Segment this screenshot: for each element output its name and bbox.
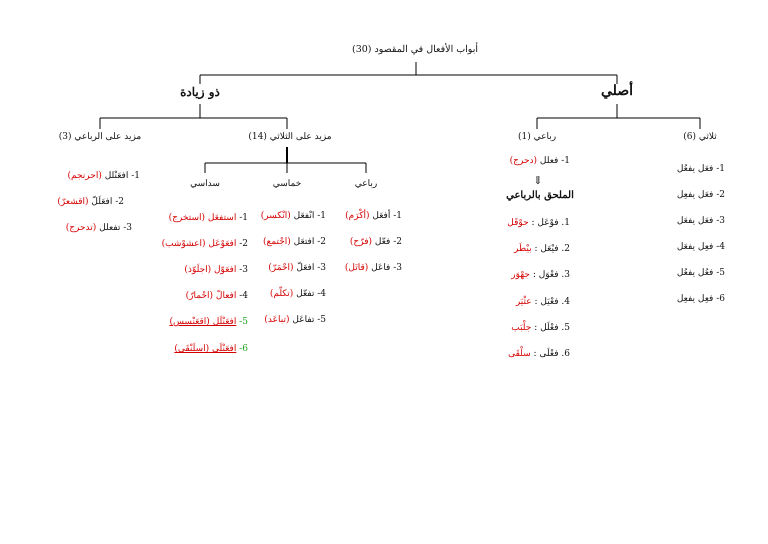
asli-rubai-item bbox=[500, 157, 570, 166]
diagram-title: أبواب الأفعال في المقصود (30) bbox=[351, 44, 479, 55]
branch-asli: أصلي bbox=[600, 83, 634, 99]
mulhaq-item: 4. فعْيَل : عثْيَر bbox=[515, 297, 570, 307]
branch-ziyada: ذو زيادة bbox=[180, 85, 220, 99]
rubai-item: 2- فعّل (فرّح) bbox=[349, 237, 402, 247]
group-rubai-label: رباعي bbox=[354, 179, 378, 189]
khumasi-item: 2- افتعَل (اجْتمع) bbox=[263, 237, 326, 247]
sudasi-item: 1- استفعَل (استخرج) bbox=[168, 213, 248, 223]
mulhaq-label: الملحق بالرباعي bbox=[506, 190, 574, 201]
group-sudasi-label: سداسي bbox=[190, 179, 220, 189]
asli-thulathi-label: ثلاثي (6) bbox=[683, 132, 717, 142]
mulhaq-item: 3. فعْوَل : جهْوَر bbox=[511, 270, 570, 280]
sudasi-item: 6- افعَنْلَى (اسلَنْقَى) bbox=[174, 344, 248, 354]
example-text: (دحرج) bbox=[509, 156, 538, 166]
asli-thulathi-item: 1- فعَل يفعُل bbox=[676, 164, 725, 174]
sudasi-item: 4- افعالّ (احْمارّ) bbox=[185, 291, 248, 301]
khumasi-item: 5- تفاعَل (تباعَد) bbox=[264, 315, 326, 325]
sudasi-item: 5- افعَنْلَل (اقعَنْسس) bbox=[169, 317, 248, 327]
group-khumasi-label: خماسي bbox=[272, 179, 302, 189]
asli-thulathi-item: 2- فعَل يفعِل bbox=[676, 190, 725, 200]
pattern-text: 1- فعلل bbox=[539, 156, 570, 166]
mazid-rubai-label: مزيد على الرباعي (3) bbox=[58, 132, 142, 142]
khumasi-item: 4- تفعّل (تكلّم) bbox=[269, 289, 326, 299]
asli-rubai-label: رباعي (1) bbox=[517, 132, 557, 142]
asli-thulathi-item: 3- فعَل يفعَل bbox=[676, 216, 725, 226]
mazid-rubai-item: 3- تفعلل (تدحرج) bbox=[65, 223, 132, 233]
rubai-item: 1- أفعَل (أكْرَم) bbox=[345, 211, 402, 221]
mazid-thulathi-label: مزيد على الثلاثي (14) bbox=[248, 132, 332, 142]
sudasi-item: 2- افعَوْعَل (اعشوْشب) bbox=[161, 239, 248, 249]
mulhaq-item: 6. فعْلَى : سلْقَى bbox=[508, 349, 570, 359]
mulhaq-item: 2. فيْعَل : بيْطَر bbox=[514, 244, 570, 254]
asli-thulathi-item: 5- فعُل يفعُل bbox=[676, 268, 725, 278]
khumasi-item: 1- انْفعَل (انْكسر) bbox=[260, 211, 326, 221]
down-arrow-icon: ⇓ bbox=[533, 174, 543, 187]
asli-thulathi-item: 6- فعِل يفعِل bbox=[676, 294, 725, 304]
khumasi-item: 3- افعَلّ (احْمَرّ) bbox=[268, 263, 326, 273]
mulhaq-item: 5. فعْلَل : جلْبَب bbox=[511, 323, 570, 333]
asli-thulathi-item: 4- فعِل يفعَل bbox=[676, 242, 725, 252]
mazid-rubai-item: 2- افعَلَلّ (اقشعرّ) bbox=[57, 197, 124, 207]
mulhaq-item: 1. فوْعَل : حوْقَل bbox=[507, 218, 570, 228]
sudasi-item: 3- افعَوّل (اجلَوّذ) bbox=[184, 265, 248, 275]
mazid-rubai-item: 1- افعَنْلل (احرنجم) bbox=[67, 171, 140, 181]
rubai-item: 3- فاعَل (قاتَل) bbox=[344, 263, 402, 273]
